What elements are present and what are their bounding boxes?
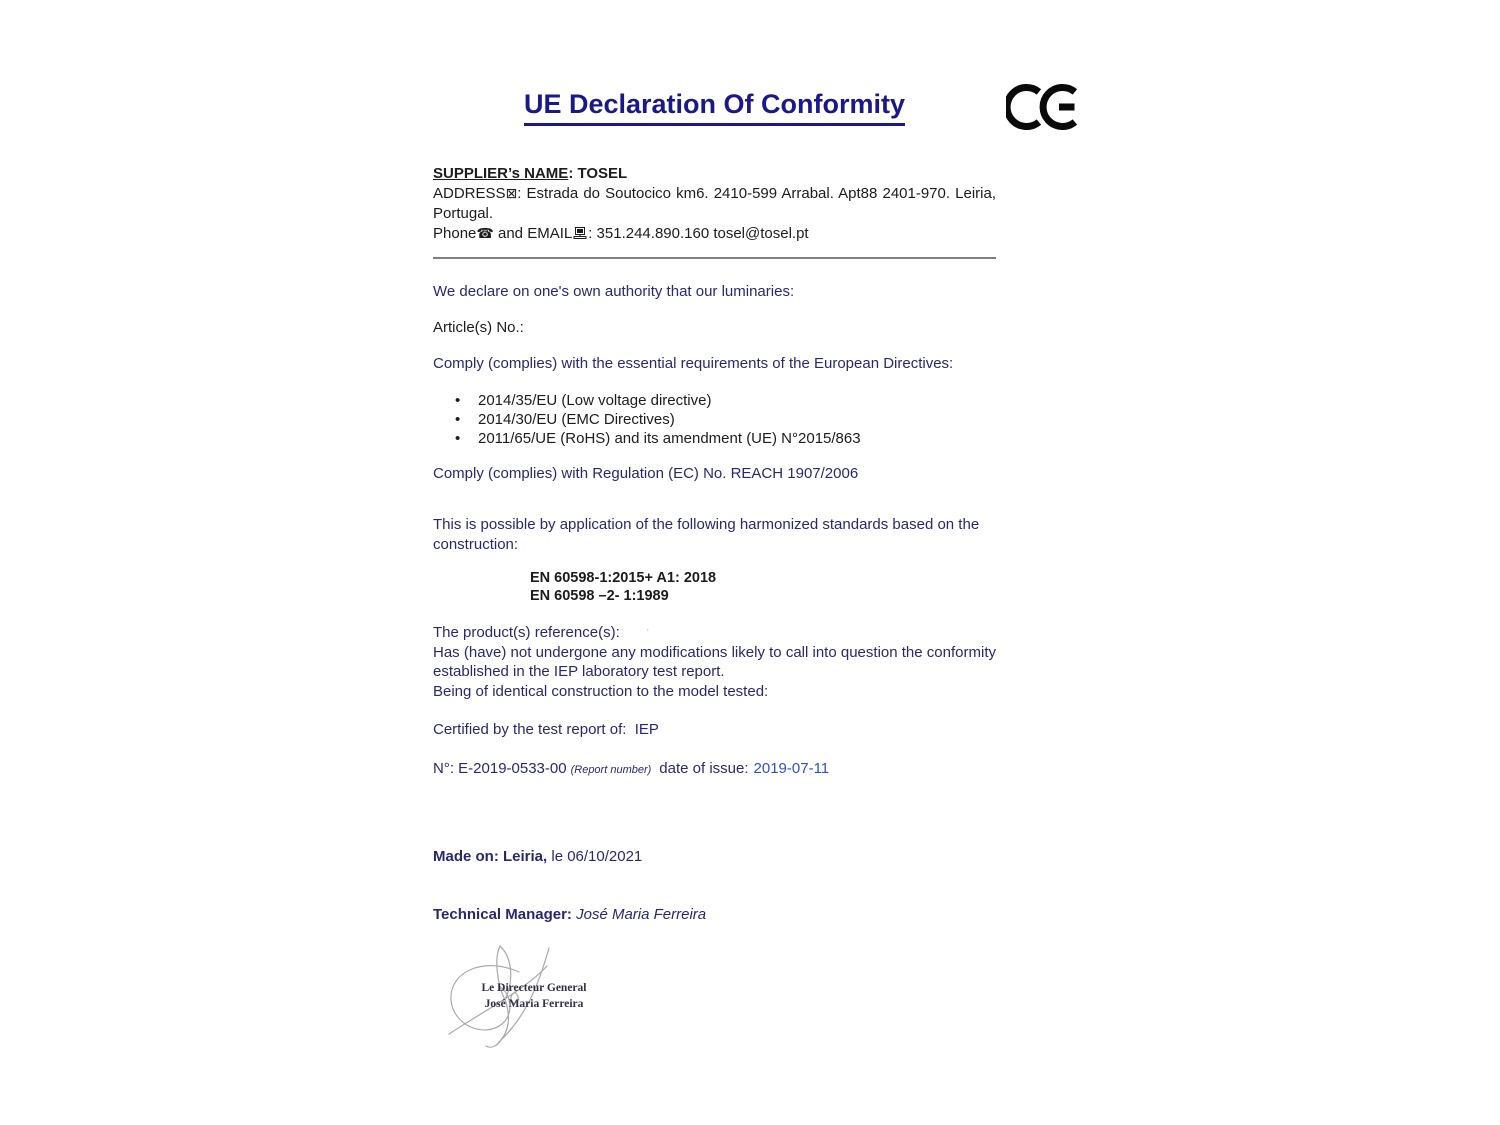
report-number-note: (Report number) — [570, 764, 652, 776]
divider — [433, 257, 996, 259]
supplier-block — [433, 164, 996, 244]
comply-reach-line: Comply (complies) with Regulation (EC) No. REACH 1907/2006 — [433, 465, 859, 482]
date-of-issue-value: 2019-07-11 — [753, 760, 830, 777]
document-body — [433, 86, 996, 1062]
date-of-issue-label: date of issue: — [659, 760, 749, 777]
technical-manager-line — [433, 905, 996, 925]
directives-list — [433, 391, 996, 448]
comply-directives-line: Comply (complies) with the essential requirements of the European Directives: — [433, 355, 954, 372]
address-label: ADDRESS — [433, 185, 506, 202]
standard-item: EN 60598 –2- 1:1989 — [530, 588, 669, 604]
supplier-name-value: : TOSEL — [568, 165, 628, 182]
harmonized-intro: This is possible by application of the following harmonized standards based on the construction: — [433, 516, 980, 553]
product-block — [433, 620, 996, 701]
directive-item: • 2014/30/EU (EMC Directives) — [478, 410, 996, 429]
address-value: : Estrada do Soutocico km6. 2410-599 Arrabal. Apt88 2401-970. Leiria, Portugal. — [433, 185, 996, 222]
standard-item: EN 60598-1:2015+ A1: 2018 — [530, 570, 717, 586]
contact-value: : 351.244.890.160 tosel@tosel.pt — [588, 225, 809, 242]
certified-line: Certified by the test report of: IEP — [433, 721, 659, 738]
declaration-intro: We declare on one's own authority that our luminaries: — [433, 283, 795, 300]
page-title-text: UE Declaration Of Conformity — [524, 86, 905, 126]
made-on-label: Made on: Leiria, — [433, 848, 548, 865]
report-number-line — [433, 759, 996, 780]
stamp-text — [473, 980, 595, 1012]
made-on-date: le 06/10/2021 — [547, 848, 643, 865]
articles-line: Article(s) No.: — [433, 319, 524, 336]
supplier-address-line — [433, 184, 996, 224]
identical-construction-line: Being of identical construction to the model tested: — [433, 682, 769, 700]
made-on-line — [433, 847, 996, 867]
technical-manager-name: José Maria Ferreira — [571, 906, 707, 923]
no-modifications-line: Has (have) not undergone any modifications likely to call into question the conformity established in the IEP laboratory test report. — [433, 643, 996, 680]
technical-manager-label: Technical Manager: — [433, 906, 572, 923]
signature-block — [439, 942, 614, 1062]
directive-item: • 2014/35/EU (Low voltage directive) — [478, 391, 996, 410]
supplier-contact-line — [433, 224, 996, 244]
computer-icon — [573, 227, 587, 239]
phone-icon: ☎ — [476, 226, 494, 242]
standards-block — [530, 569, 996, 605]
product-reference-line: The product(s) reference(s): · — [433, 622, 650, 641]
stamp-line-name: José Maria Ferreira — [484, 998, 584, 1010]
envelope-icon: ⊠ — [505, 186, 518, 202]
supplier-name-line — [433, 164, 996, 184]
ce-mark-icon — [1006, 82, 1078, 132]
phone-label: Phone — [433, 225, 477, 242]
stamp-line-title: Le Directeur General — [481, 982, 587, 994]
page-title — [433, 86, 996, 126]
directive-item: • 2011/65/UE (RoHS) and its amendment (UE) N°2015/863 — [478, 429, 996, 448]
supplier-name-label: SUPPLIER’s NAME — [433, 165, 569, 182]
email-label: and EMAIL — [493, 225, 573, 242]
report-number: N°: E-2019-0533-00 — [433, 760, 567, 777]
stray-mark: · — [645, 622, 650, 636]
